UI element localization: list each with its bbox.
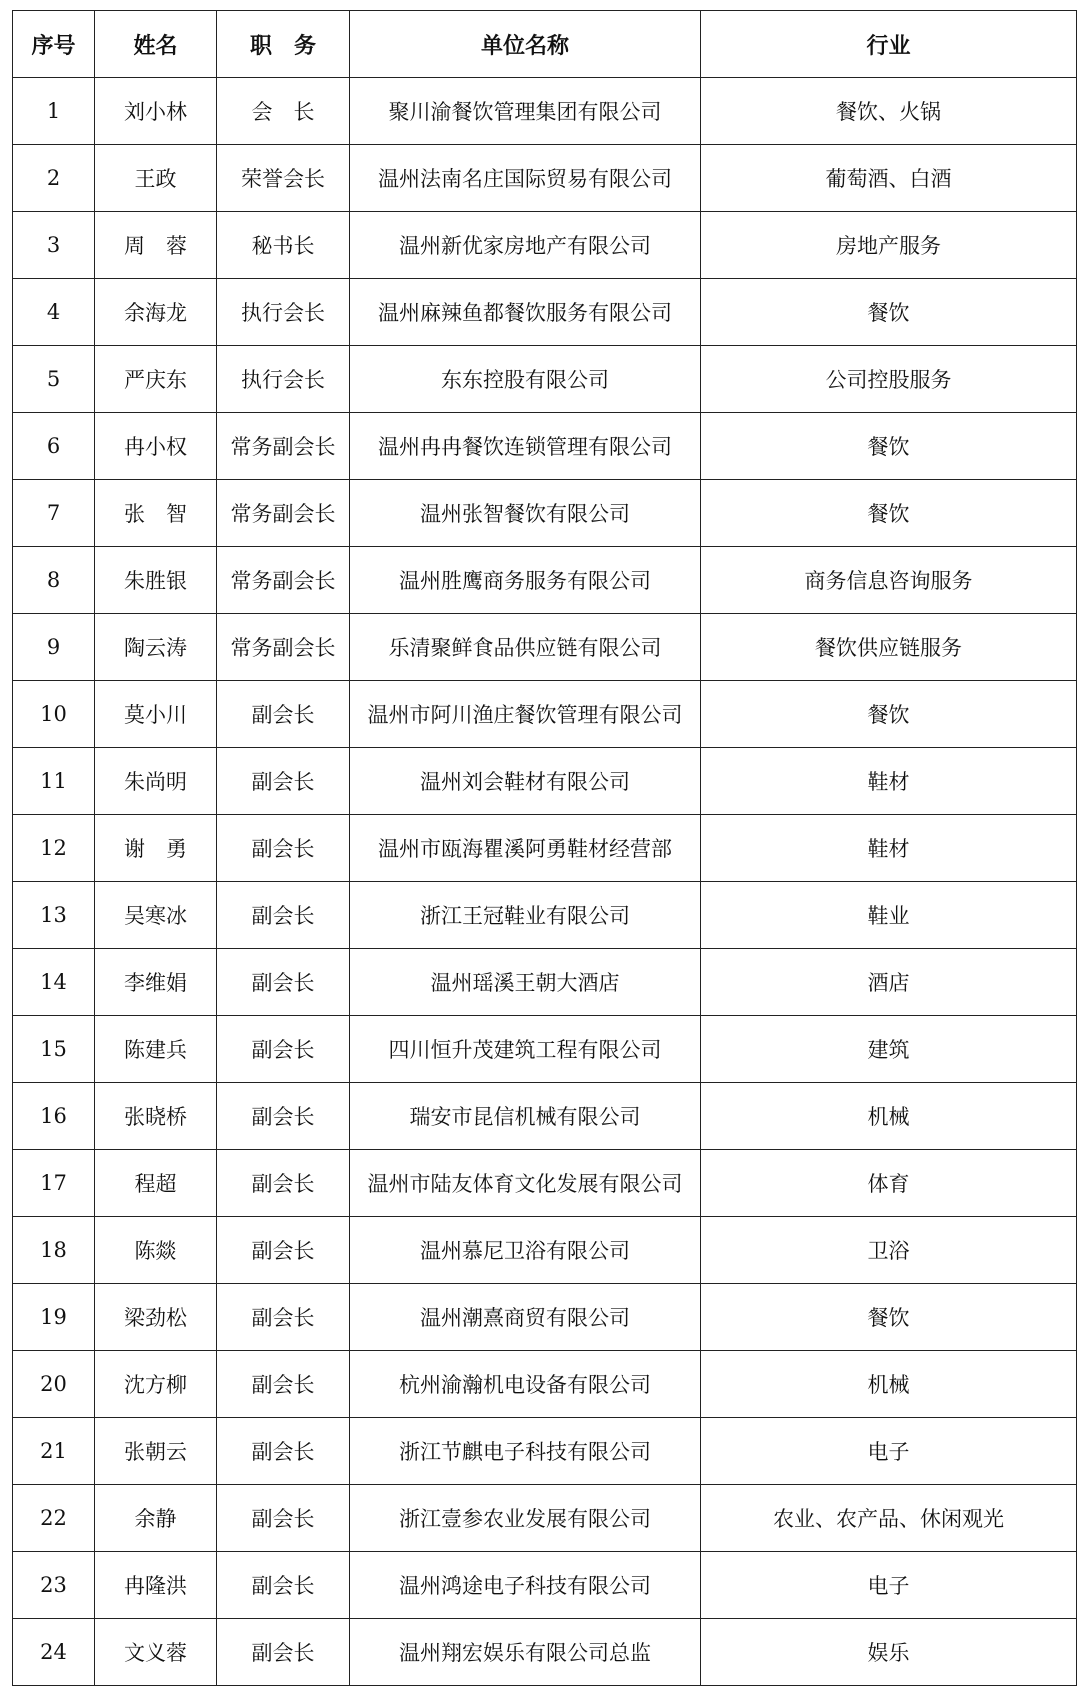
table-row bbox=[13, 1552, 1077, 1619]
cell-no: 10 bbox=[13, 681, 95, 748]
member-table bbox=[12, 10, 1077, 1686]
table-row bbox=[13, 480, 1077, 547]
cell-no: 24 bbox=[13, 1619, 95, 1686]
cell-industry: 餐饮 bbox=[701, 1284, 1077, 1351]
cell-company: 温州新优家房地产有限公司 bbox=[350, 212, 701, 279]
cell-name: 严庆东 bbox=[95, 346, 217, 413]
cell-title: 执行会长 bbox=[217, 279, 350, 346]
member-rows bbox=[13, 78, 1077, 1686]
cell-company: 温州刘会鞋材有限公司 bbox=[350, 748, 701, 815]
table-row bbox=[13, 1351, 1077, 1418]
cell-no: 2 bbox=[13, 145, 95, 212]
header-name: 姓名 bbox=[95, 11, 217, 78]
table-row bbox=[13, 681, 1077, 748]
cell-company: 瑞安市昆信机械有限公司 bbox=[350, 1083, 701, 1150]
table-row bbox=[13, 1083, 1077, 1150]
header-industry: 行业 bbox=[701, 11, 1077, 78]
cell-industry: 餐饮 bbox=[701, 480, 1077, 547]
table-row bbox=[13, 1016, 1077, 1083]
cell-industry: 公司控股服务 bbox=[701, 346, 1077, 413]
cell-company: 温州潮熹商贸有限公司 bbox=[350, 1284, 701, 1351]
cell-no: 23 bbox=[13, 1552, 95, 1619]
cell-name: 张 智 bbox=[95, 480, 217, 547]
cell-title: 副会长 bbox=[217, 1418, 350, 1485]
cell-title: 荣誉会长 bbox=[217, 145, 350, 212]
cell-company: 温州市瓯海瞿溪阿勇鞋材经营部 bbox=[350, 815, 701, 882]
cell-name: 沈方柳 bbox=[95, 1351, 217, 1418]
cell-name: 朱胜银 bbox=[95, 547, 217, 614]
cell-title: 副会长 bbox=[217, 1619, 350, 1686]
cell-industry: 餐饮、火锅 bbox=[701, 78, 1077, 145]
cell-industry: 鞋业 bbox=[701, 882, 1077, 949]
cell-company: 聚川渝餐饮管理集团有限公司 bbox=[350, 78, 701, 145]
cell-company: 四川恒升茂建筑工程有限公司 bbox=[350, 1016, 701, 1083]
cell-industry: 鞋材 bbox=[701, 748, 1077, 815]
cell-industry: 酒店 bbox=[701, 949, 1077, 1016]
cell-title: 常务副会长 bbox=[217, 547, 350, 614]
cell-company: 浙江王冠鞋业有限公司 bbox=[350, 882, 701, 949]
cell-title: 常务副会长 bbox=[217, 480, 350, 547]
cell-no: 19 bbox=[13, 1284, 95, 1351]
cell-industry: 电子 bbox=[701, 1418, 1077, 1485]
cell-no: 11 bbox=[13, 748, 95, 815]
cell-name: 莫小川 bbox=[95, 681, 217, 748]
cell-no: 20 bbox=[13, 1351, 95, 1418]
table-row bbox=[13, 882, 1077, 949]
cell-no: 17 bbox=[13, 1150, 95, 1217]
cell-no: 9 bbox=[13, 614, 95, 681]
cell-title: 副会长 bbox=[217, 1351, 350, 1418]
table-row bbox=[13, 1485, 1077, 1552]
cell-title: 副会长 bbox=[217, 1552, 350, 1619]
cell-title: 副会长 bbox=[217, 681, 350, 748]
cell-company: 温州胜鹰商务服务有限公司 bbox=[350, 547, 701, 614]
table-row bbox=[13, 1217, 1077, 1284]
cell-no: 7 bbox=[13, 480, 95, 547]
cell-title: 副会长 bbox=[217, 1217, 350, 1284]
cell-company: 温州法南名庄国际贸易有限公司 bbox=[350, 145, 701, 212]
cell-company: 温州冉冉餐饮连锁管理有限公司 bbox=[350, 413, 701, 480]
cell-no: 3 bbox=[13, 212, 95, 279]
cell-no: 4 bbox=[13, 279, 95, 346]
cell-title: 副会长 bbox=[217, 1150, 350, 1217]
table-row bbox=[13, 614, 1077, 681]
cell-company: 温州麻辣鱼都餐饮服务有限公司 bbox=[350, 279, 701, 346]
table-row bbox=[13, 212, 1077, 279]
header-no: 序号 bbox=[13, 11, 95, 78]
cell-name: 冉隆洪 bbox=[95, 1552, 217, 1619]
table-row bbox=[13, 547, 1077, 614]
cell-company: 浙江节麒电子科技有限公司 bbox=[350, 1418, 701, 1485]
cell-name: 张晓桥 bbox=[95, 1083, 217, 1150]
cell-no: 16 bbox=[13, 1083, 95, 1150]
cell-title: 副会长 bbox=[217, 949, 350, 1016]
cell-company: 温州张智餐饮有限公司 bbox=[350, 480, 701, 547]
cell-title: 秘书长 bbox=[217, 212, 350, 279]
table-row bbox=[13, 1418, 1077, 1485]
cell-name: 余静 bbox=[95, 1485, 217, 1552]
cell-industry: 鞋材 bbox=[701, 815, 1077, 882]
cell-company: 杭州渝瀚机电设备有限公司 bbox=[350, 1351, 701, 1418]
table-row bbox=[13, 346, 1077, 413]
cell-industry: 餐饮 bbox=[701, 681, 1077, 748]
cell-industry: 电子 bbox=[701, 1552, 1077, 1619]
cell-no: 21 bbox=[13, 1418, 95, 1485]
header-row bbox=[13, 11, 1077, 78]
cell-industry: 机械 bbox=[701, 1083, 1077, 1150]
cell-title: 副会长 bbox=[217, 815, 350, 882]
cell-name: 谢 勇 bbox=[95, 815, 217, 882]
cell-name: 周 蓉 bbox=[95, 212, 217, 279]
cell-title: 副会长 bbox=[217, 882, 350, 949]
cell-name: 张朝云 bbox=[95, 1418, 217, 1485]
cell-industry: 餐饮 bbox=[701, 279, 1077, 346]
cell-company: 温州鸿途电子科技有限公司 bbox=[350, 1552, 701, 1619]
table-row bbox=[13, 413, 1077, 480]
cell-name: 刘小林 bbox=[95, 78, 217, 145]
table-row bbox=[13, 78, 1077, 145]
cell-name: 文义蓉 bbox=[95, 1619, 217, 1686]
cell-no: 18 bbox=[13, 1217, 95, 1284]
cell-industry: 体育 bbox=[701, 1150, 1077, 1217]
cell-company: 乐清聚鲜食品供应链有限公司 bbox=[350, 614, 701, 681]
table-row bbox=[13, 748, 1077, 815]
cell-company: 浙江壹参农业发展有限公司 bbox=[350, 1485, 701, 1552]
cell-name: 王政 bbox=[95, 145, 217, 212]
cell-industry: 房地产服务 bbox=[701, 212, 1077, 279]
table-row bbox=[13, 949, 1077, 1016]
cell-industry: 建筑 bbox=[701, 1016, 1077, 1083]
cell-name: 朱尚明 bbox=[95, 748, 217, 815]
cell-name: 陈建兵 bbox=[95, 1016, 217, 1083]
cell-no: 12 bbox=[13, 815, 95, 882]
cell-company: 温州翔宏娱乐有限公司总监 bbox=[350, 1619, 701, 1686]
cell-title: 副会长 bbox=[217, 1083, 350, 1150]
cell-industry: 商务信息咨询服务 bbox=[701, 547, 1077, 614]
cell-no: 14 bbox=[13, 949, 95, 1016]
cell-company: 温州市陆友体育文化发展有限公司 bbox=[350, 1150, 701, 1217]
cell-no: 8 bbox=[13, 547, 95, 614]
cell-name: 冉小权 bbox=[95, 413, 217, 480]
table-row bbox=[13, 145, 1077, 212]
cell-industry: 机械 bbox=[701, 1351, 1077, 1418]
cell-title: 常务副会长 bbox=[217, 614, 350, 681]
table-row bbox=[13, 279, 1077, 346]
cell-title: 副会长 bbox=[217, 1485, 350, 1552]
cell-industry: 农业、农产品、休闲观光 bbox=[701, 1485, 1077, 1552]
cell-industry: 餐饮 bbox=[701, 413, 1077, 480]
table-row bbox=[13, 1150, 1077, 1217]
cell-title: 副会长 bbox=[217, 1016, 350, 1083]
cell-company: 东东控股有限公司 bbox=[350, 346, 701, 413]
cell-name: 陈燚 bbox=[95, 1217, 217, 1284]
cell-name: 余海龙 bbox=[95, 279, 217, 346]
table-row bbox=[13, 815, 1077, 882]
cell-name: 吴寒冰 bbox=[95, 882, 217, 949]
cell-name: 梁劲松 bbox=[95, 1284, 217, 1351]
cell-no: 22 bbox=[13, 1485, 95, 1552]
cell-title: 副会长 bbox=[217, 748, 350, 815]
cell-no: 5 bbox=[13, 346, 95, 413]
cell-industry: 葡萄酒、白酒 bbox=[701, 145, 1077, 212]
cell-company: 温州市阿川渔庄餐饮管理有限公司 bbox=[350, 681, 701, 748]
cell-industry: 餐饮供应链服务 bbox=[701, 614, 1077, 681]
cell-company: 温州瑶溪王朝大酒店 bbox=[350, 949, 701, 1016]
cell-title: 执行会长 bbox=[217, 346, 350, 413]
table-row bbox=[13, 1284, 1077, 1351]
header-company: 单位名称 bbox=[350, 11, 701, 78]
cell-name: 李维娟 bbox=[95, 949, 217, 1016]
header-title: 职 务 bbox=[217, 11, 350, 78]
cell-title: 副会长 bbox=[217, 1284, 350, 1351]
cell-no: 1 bbox=[13, 78, 95, 145]
cell-industry: 娱乐 bbox=[701, 1619, 1077, 1686]
cell-no: 6 bbox=[13, 413, 95, 480]
cell-company: 温州慕尼卫浴有限公司 bbox=[350, 1217, 701, 1284]
cell-name: 陶云涛 bbox=[95, 614, 217, 681]
cell-title: 会 长 bbox=[217, 78, 350, 145]
cell-no: 13 bbox=[13, 882, 95, 949]
cell-name: 程超 bbox=[95, 1150, 217, 1217]
table-row bbox=[13, 1619, 1077, 1686]
cell-no: 15 bbox=[13, 1016, 95, 1083]
cell-title: 常务副会长 bbox=[217, 413, 350, 480]
cell-industry: 卫浴 bbox=[701, 1217, 1077, 1284]
